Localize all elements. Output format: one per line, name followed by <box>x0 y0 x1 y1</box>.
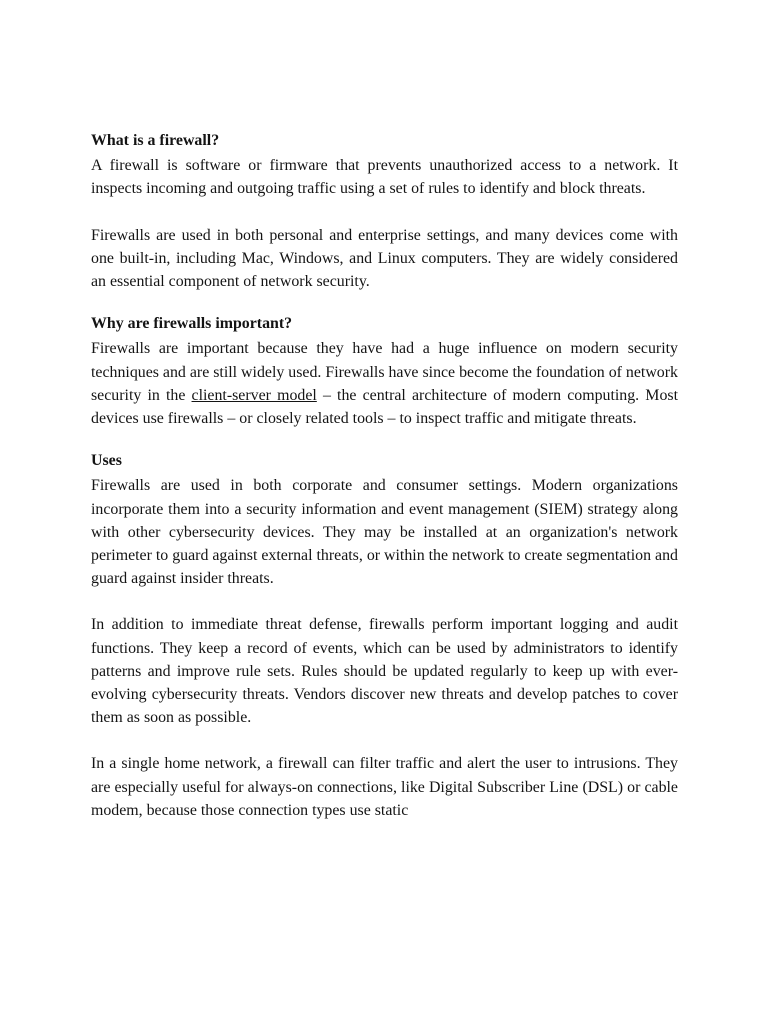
paragraph-corporate-consumer: Firewalls are used in both corporate and consumer settings. Modern organizations incorporate them into a security information and event management (SIEM) strategy along with other cybersecurity devices. They may be installed at an organization's network perimeter to guard against external threats, or within the network to create segmentation and guard against insider threats. <box>91 477 678 588</box>
paragraph-text-before-link: Firewalls are important because they have had a huge influence on modern security techniques and are still widely used. Firewalls have since become the foundation of network security in the <box>91 340 678 404</box>
section-heading-uses: Uses <box>91 452 122 470</box>
paragraph-definition: A firewall is software or firmware that prevents unauthorized access to a network. It inspects incoming and outgoing traffic using a set of rules to identify and block threats. <box>91 157 678 198</box>
section-heading-why-important: Why are firewalls important? <box>91 315 293 333</box>
paragraph-importance <box>91 337 678 430</box>
paragraph-home-network: In a single home network, a firewall can filter traffic and alert the user to intrusions. They are especially useful for always-on connections, like Digital Subscriber Line (DSL) or cable modem, because those connection types use static <box>91 755 678 819</box>
client-server-model-link[interactable]: client-server model <box>191 386 317 404</box>
section-heading-what-is-firewall: What is a firewall? <box>91 132 220 149</box>
paragraph-usage-settings: Firewalls are used in both personal and enterprise settings, and many devices come with one built-in, including Mac, Windows, and Linux computers. They are widely considered an essential component of network security. <box>91 226 678 291</box>
paragraph-text-after-link: – the central architecture of modern computing. Most devices use firewalls – or closely related tools – to inspect traffic and mitigate threats. <box>91 386 678 428</box>
paragraph-logging-audit: In addition to immediate threat defense, firewalls perform important logging and audit functions. They keep a record of events, which can be used by administrators to identify patterns and improve rule sets. Rules should be updated regularly to keep up with ever-evolving cybersecurity threats. Vendors discover new threats and develop patches to cover them as soon as possible. <box>91 616 678 727</box>
document-page <box>91 129 678 822</box>
